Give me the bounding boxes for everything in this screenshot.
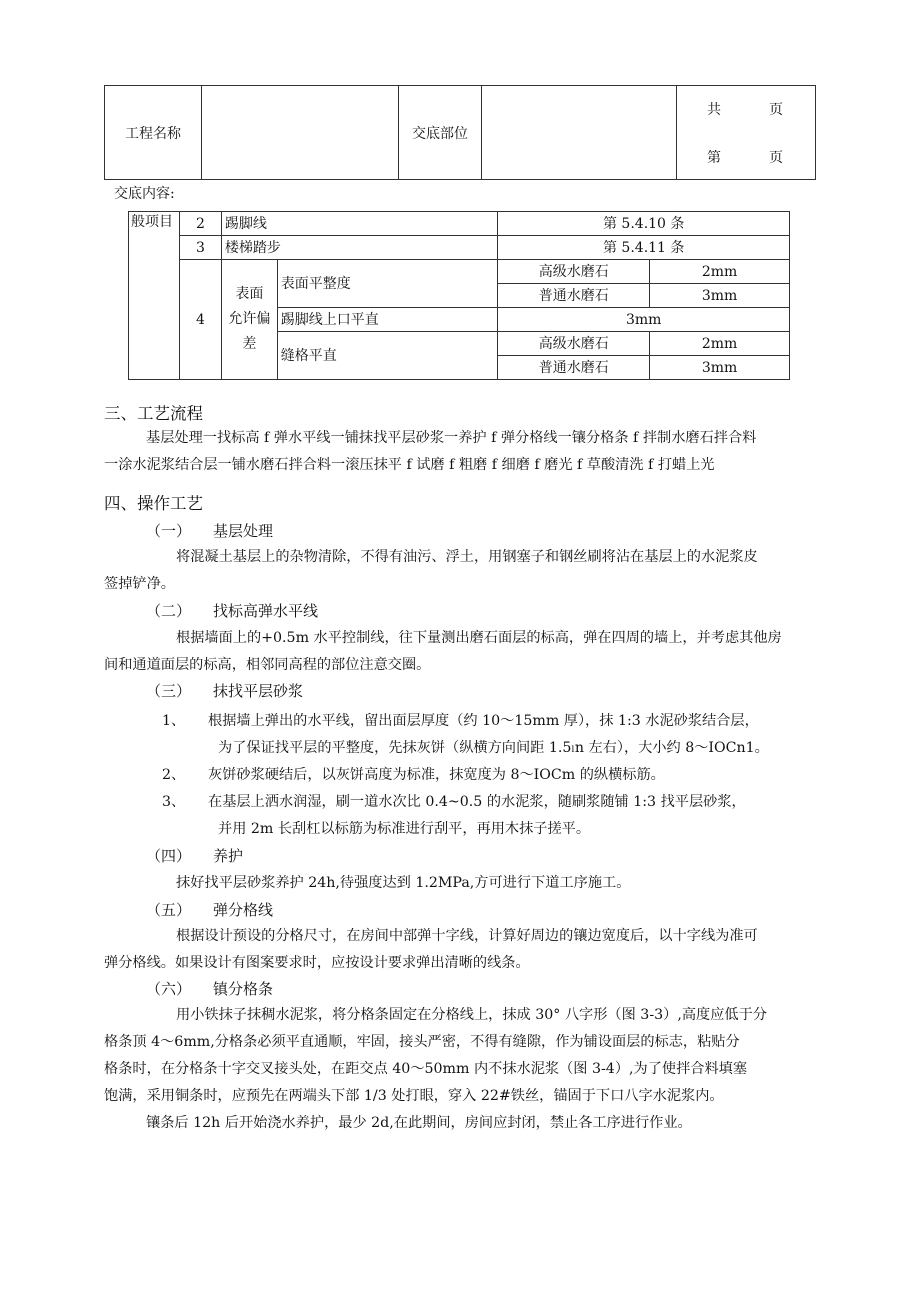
paragraph-line: 格条时，在分格条十字交叉接头处，在距交点 40～50mm 内不抹水泥浆（图 3-4）,为了使拌合料填塞 [104, 1061, 748, 1077]
row-no: 3 [179, 236, 221, 260]
deviation-group-label [221, 260, 277, 380]
paragraph-line: 镶条后 12h 后开始浇水养护，最少 2d,在此期间，房间应封闭，禁止各工序进行作业。 [146, 1115, 692, 1131]
grade-label: 高级水磨石 [498, 260, 650, 284]
row-item: 楼梯踏步 [221, 236, 498, 260]
subsection-title: 养护 [213, 847, 244, 865]
subsection-6-heading [146, 978, 273, 999]
paragraph-line: 弹分格线。如果设计有图案要求时，应按设计要求弹出清晰的线条。 [104, 955, 530, 971]
location-value [482, 86, 677, 180]
subsection-title: 镇分格条 [213, 980, 274, 998]
paragraph-line: 用小铁抹子抹稠水泥浆，将分格条固定在分格线上，抹成 30° 八字形（图 3-3）,高度应低于分 [176, 1007, 767, 1023]
location-label: 交底部位 [399, 86, 482, 180]
page-count-cell [677, 86, 816, 180]
paragraph-line: 将混凝土基层上的杂物清除，不得有油污、浮土，用钢塞子和钢丝刷将沾在基层上的水泥浆皮 [176, 549, 758, 565]
skirting-line-label: 踢脚线上口平直 [277, 308, 498, 332]
section-3-line-1: 基层处理一找标高 f 弹水平线一铺抹找平层砂浆一养护 f 弹分格线一镶分格条 f 拌制水磨石拌合料 [146, 430, 757, 446]
list-item-number: 2、 [162, 767, 186, 783]
category-cell: 般项目 [129, 212, 180, 380]
row-ref: 第 5.4.11 条 [498, 236, 790, 260]
list-item-text: 为了保证找平层的平整度，先抹灰饼（纵横方向间距 1.5ₗn 左右），大小约 8～IOCn1。 [218, 740, 769, 756]
row-ref: 第 5.4.10 条 [498, 212, 790, 236]
grade-value: 2mm [650, 332, 790, 356]
list-item-text: 根据墙上弹出的水平线，留出面层厚度（约 10～15mm 厚），抹 1:3 水泥砂浆结合层， [208, 713, 759, 729]
joint-line-label: 缝格平直 [277, 332, 498, 380]
paragraph-line: 饱满，采用铜条时，应预先在两端头下部 1/3 处打眼，穿入 22#铁丝，锚固于下口八字水泥浆内。 [104, 1088, 724, 1104]
surface-flatness-label: 表面平整度 [277, 260, 498, 308]
subsection-title: 找标高弹水平线 [213, 602, 319, 620]
section-3-title: 三、工艺流程 [104, 404, 203, 423]
subsection-title: 基层处理 [213, 522, 274, 540]
paragraph-line: 根据墙面上的+0.5m 水平控制线，往下量测出磨石面层的标高，弹在四周的墙上，并考虑其他房 [176, 630, 782, 646]
paragraph-line: 签掉铲净。 [104, 576, 175, 592]
page-label: 页 [769, 101, 783, 118]
subsection-num: （二） [146, 602, 192, 620]
paragraph-line: 抹好找平层砂浆养护 24h,待强度达到 1.2MPa,方可进行下道工序施工。 [176, 875, 631, 891]
subsection-num: （三） [146, 682, 192, 700]
header-table [104, 85, 816, 180]
section-4-title: 四、操作工艺 [104, 494, 203, 513]
grade-value: 3mm [650, 284, 790, 308]
subsection-3-heading [146, 680, 303, 701]
section-3-line-2: 一涂水泥浆结合层一铺水磨石拌合料一滚压抹平 f 试磨 f 粗磨 f 细磨 f 磨光 f 草酸清洗 f 打蜡上光 [104, 457, 715, 473]
standards-table [128, 211, 790, 380]
row-no: 2 [179, 212, 221, 236]
skirting-line-value: 3mm [498, 308, 790, 332]
content-label: 交底内容: [114, 186, 175, 202]
total-label: 共 [707, 101, 721, 118]
row-item: 踢脚线 [221, 212, 498, 236]
subsection-num: （四） [146, 847, 192, 865]
list-item-text: 在基层上洒水润湿，刷一道水次比 0.4~0.5 的水泥浆，随刷浆随铺 1:3 找平层砂浆， [208, 794, 746, 810]
subsection-title: 弹分格线 [213, 901, 274, 919]
subsection-num: （一） [146, 522, 192, 540]
grade-label: 普通水磨石 [498, 356, 650, 380]
paragraph-line: 格条顶 4～6mm,分格条必须平直通顺，牢固，接头严密，不得有缝隙，作为铺设面层的标志，粘贴分 [104, 1034, 740, 1050]
group-label-line: 差 [242, 336, 257, 352]
group-label-line: 表面 [235, 286, 264, 302]
list-item-number: 3、 [162, 794, 186, 810]
project-name-value [202, 86, 399, 180]
list-item-text: 灰饼砂浆硬结后，以灰饼高度为标准，抹宽度为 8～IOCm 的纵横标筋。 [208, 767, 665, 783]
current-label: 第 [707, 149, 721, 166]
grade-label: 普通水磨石 [498, 284, 650, 308]
project-name-label: 工程名称 [105, 86, 202, 180]
grade-value: 3mm [650, 356, 790, 380]
list-item-number: 1、 [162, 713, 186, 729]
subsection-2-heading [146, 600, 318, 621]
subsection-1-heading [146, 520, 273, 541]
deviation-no: 4 [179, 260, 221, 380]
page-label-2: 页 [769, 149, 783, 166]
subsection-5-heading [146, 899, 273, 920]
grade-label: 高级水磨石 [498, 332, 650, 356]
paragraph-line: 间和通道面层的标高，相邻同高程的部位注意交圈。 [104, 657, 431, 673]
paragraph-line: 根据设计预设的分格尺寸，在房间中部弹十字线，计算好周边的镶边宽度后，以十字线为准可 [176, 928, 758, 944]
subsection-num: （五） [146, 901, 192, 919]
subsection-4-heading [146, 845, 243, 866]
list-item-text: 并用 2m 长刮杠以标筋为标准进行刮平，再用木抹子搓平。 [218, 821, 591, 837]
grade-value: 2mm [650, 260, 790, 284]
group-label-line: 允许偏 [228, 311, 271, 327]
subsection-title: 抹找平层砂浆 [213, 682, 304, 700]
subsection-num: （六） [146, 980, 192, 998]
